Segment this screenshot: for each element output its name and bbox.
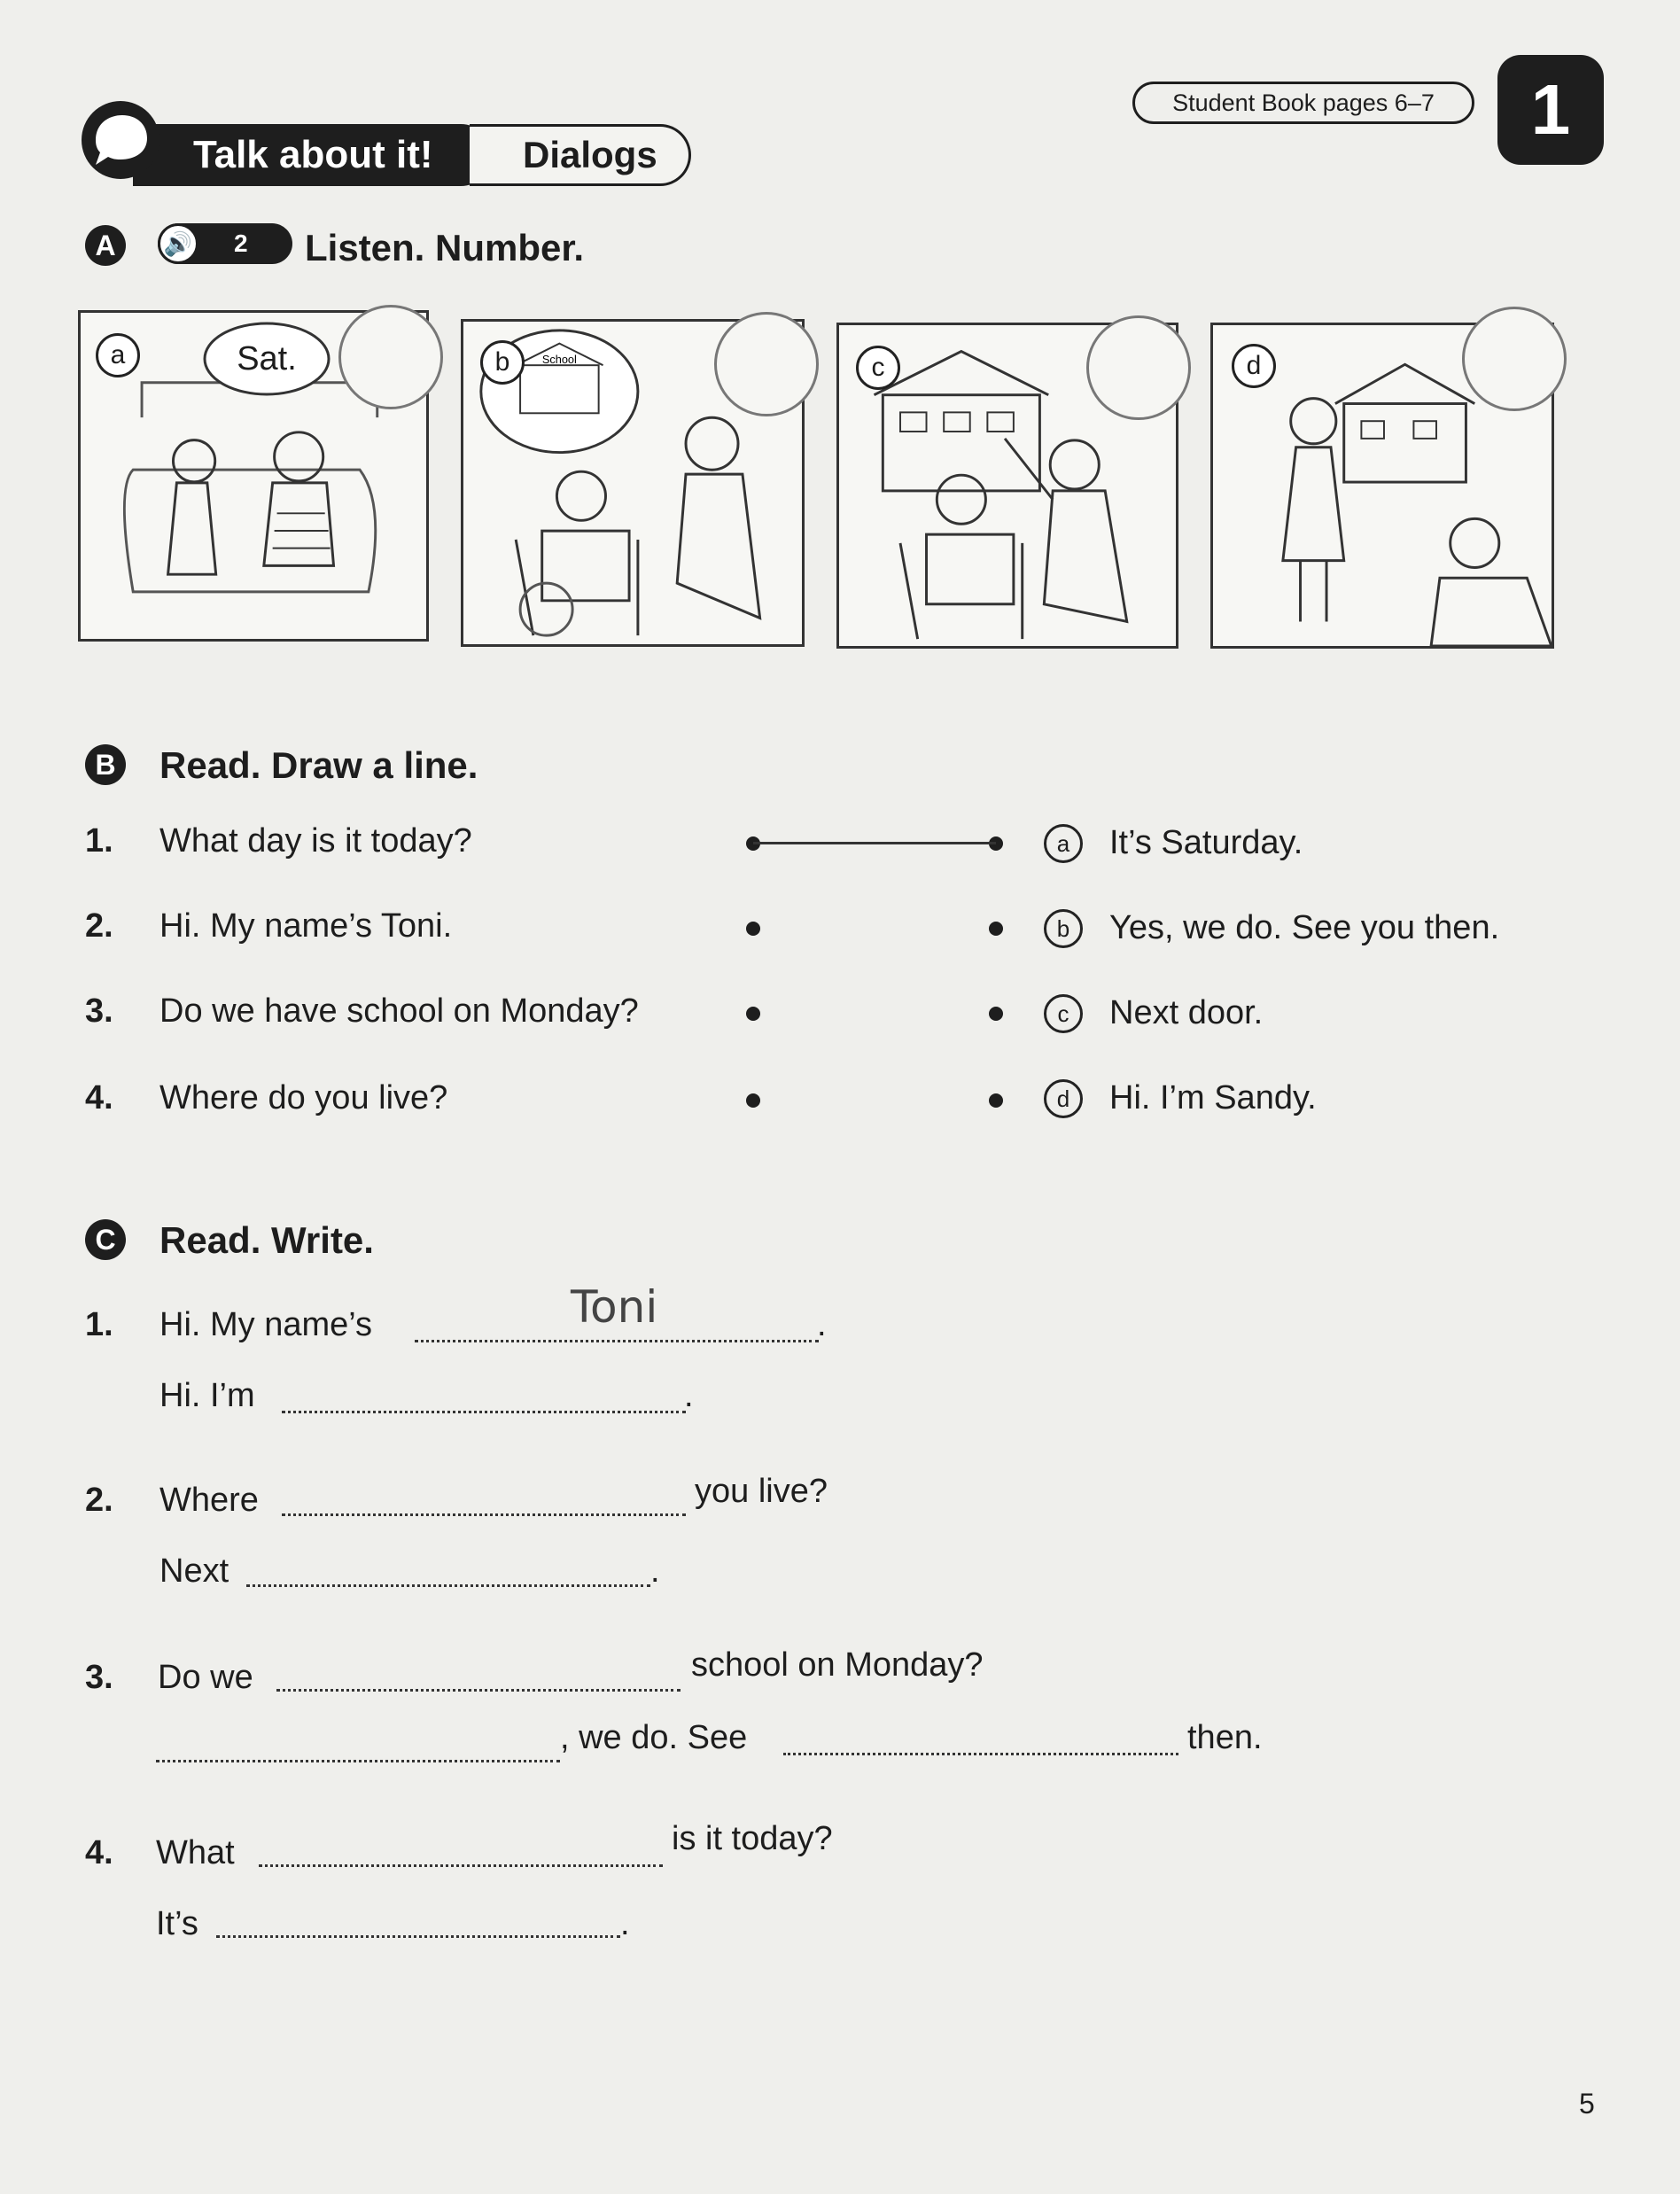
answer-blank[interactable] bbox=[415, 1340, 819, 1342]
section-c-title: Read. Write. bbox=[159, 1219, 374, 1261]
match-dot-left[interactable] bbox=[746, 1007, 760, 1021]
speaker-icon: 🔊 bbox=[158, 223, 198, 264]
item-number: 2. bbox=[85, 1482, 113, 1519]
sentence-end: then. bbox=[1187, 1719, 1263, 1756]
match-dot-left[interactable] bbox=[746, 922, 760, 936]
answer-blank[interactable] bbox=[156, 1760, 560, 1762]
section-b-title: Read. Draw a line. bbox=[159, 744, 478, 786]
school-sign-text: School bbox=[541, 353, 577, 367]
audio-track-number: 2 bbox=[234, 230, 248, 257]
answer-blank[interactable] bbox=[282, 1513, 686, 1516]
picture-label-d: d bbox=[1232, 344, 1276, 388]
sentence-middle: , we do. See bbox=[560, 1719, 748, 1756]
answer-letter-c: c bbox=[1044, 994, 1083, 1033]
match-dot-right[interactable] bbox=[989, 922, 1003, 936]
question-text: Where do you live? bbox=[159, 1079, 448, 1116]
sentence-end: is it today? bbox=[672, 1820, 833, 1857]
section-a-title: Listen. Number. bbox=[305, 227, 585, 268]
section-b-badge: B bbox=[85, 744, 126, 785]
sentence-end: . bbox=[620, 1905, 630, 1942]
lesson-subtitle: Dialogs bbox=[470, 124, 691, 186]
unit-number: 1 bbox=[1497, 55, 1604, 165]
sentence-start: Next bbox=[159, 1552, 229, 1590]
sentence-end: . bbox=[684, 1377, 694, 1414]
thought-bubble-a bbox=[202, 319, 331, 399]
answer-text: Hi. I’m Sandy. bbox=[1109, 1079, 1317, 1116]
student-book-reference: Student Book pages 6–7 bbox=[1132, 82, 1474, 124]
audio-track-button[interactable] bbox=[158, 223, 292, 264]
question-number: 4. bbox=[85, 1079, 113, 1116]
picture-label-c: c bbox=[856, 346, 900, 390]
answer-blank[interactable] bbox=[259, 1864, 663, 1867]
sentence-end: school on Monday? bbox=[691, 1646, 984, 1684]
match-dot-left[interactable] bbox=[746, 1093, 760, 1108]
item-number: 3. bbox=[85, 1659, 113, 1696]
question-text: Do we have school on Monday? bbox=[159, 992, 639, 1030]
match-dot-right[interactable] bbox=[989, 1007, 1003, 1021]
handwritten-answer: Toni bbox=[571, 1281, 658, 1333]
question-text: What day is it today? bbox=[159, 822, 472, 860]
answer-text: Yes, we do. See you then. bbox=[1109, 909, 1500, 946]
picture-label-b: b bbox=[480, 340, 525, 385]
answer-text: Next door. bbox=[1109, 994, 1264, 1031]
answer-blank[interactable] bbox=[276, 1689, 681, 1692]
question-number: 3. bbox=[85, 992, 113, 1030]
number-answer-circle-b[interactable] bbox=[714, 312, 819, 416]
sentence-start: Where bbox=[159, 1482, 259, 1519]
section-a-badge: A bbox=[85, 225, 126, 266]
answer-blank[interactable] bbox=[783, 1753, 1178, 1755]
match-dot-right[interactable] bbox=[989, 1093, 1003, 1108]
section-c-badge: C bbox=[85, 1219, 126, 1260]
sentence-start: Hi. I’m bbox=[159, 1377, 255, 1414]
answer-letter-a: a bbox=[1044, 824, 1083, 863]
question-text: Hi. My name’s Toni. bbox=[159, 907, 453, 945]
answer-blank[interactable] bbox=[246, 1584, 650, 1587]
answer-letter-b: b bbox=[1044, 909, 1083, 948]
item-number: 1. bbox=[85, 1306, 113, 1343]
picture-label-a: a bbox=[96, 333, 140, 377]
sentence-start: What bbox=[156, 1834, 235, 1871]
sentence-end: . bbox=[817, 1306, 827, 1343]
question-number: 1. bbox=[85, 822, 113, 860]
question-number: 2. bbox=[85, 907, 113, 945]
answer-letter-d: d bbox=[1044, 1079, 1083, 1118]
sentence-start: Do we bbox=[158, 1659, 253, 1696]
number-answer-circle-d[interactable] bbox=[1462, 307, 1567, 411]
number-answer-circle-c[interactable] bbox=[1086, 315, 1191, 420]
answer-text: It’s Saturday. bbox=[1109, 824, 1303, 861]
example-match-line bbox=[753, 842, 996, 844]
answer-blank[interactable] bbox=[282, 1411, 686, 1413]
sentence-end: you live? bbox=[695, 1473, 828, 1510]
sentence-end: . bbox=[650, 1552, 660, 1590]
answer-blank[interactable] bbox=[216, 1935, 620, 1938]
item-number: 4. bbox=[85, 1834, 113, 1871]
sentence-start: It’s bbox=[156, 1905, 198, 1942]
page-number: 5 bbox=[1579, 2088, 1595, 2120]
sentence-start: Hi. My name’s bbox=[159, 1306, 373, 1343]
speech-bubble-icon bbox=[78, 99, 163, 184]
thought-bubble-text-a: Sat. bbox=[237, 340, 297, 377]
lesson-title: Talk about it! bbox=[133, 124, 492, 186]
number-answer-circle-a[interactable] bbox=[338, 305, 443, 409]
